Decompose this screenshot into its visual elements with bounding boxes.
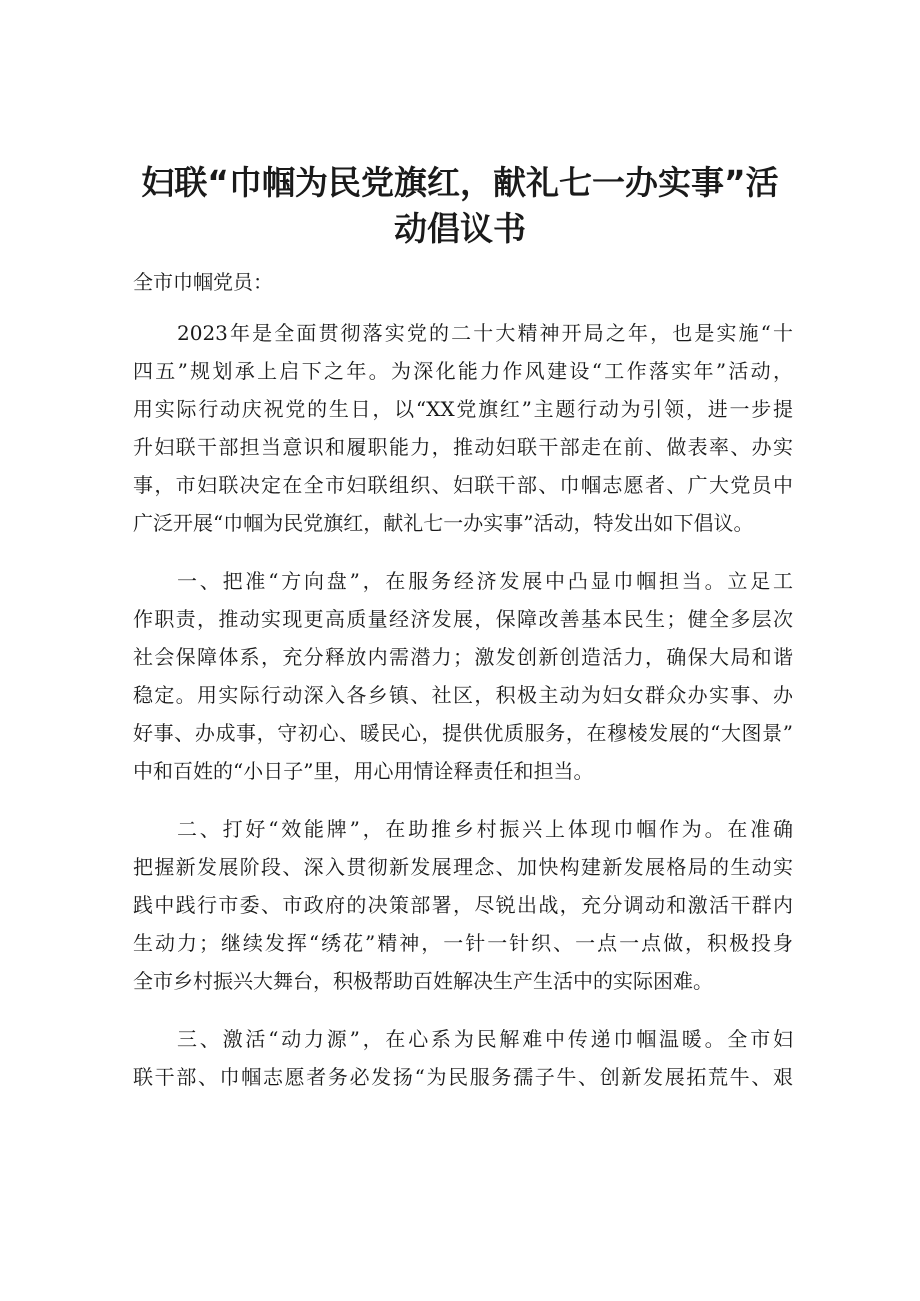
paragraph-point-3 [133, 1020, 793, 1096]
text-line: 升妇联干部担当意识和履职能力，推动妇联干部走在前、做表率、办实 [133, 435, 793, 459]
text-line: 社会保障体系，充分释放内需潜力；激发创新创造活力，确保大局和谐 [133, 645, 793, 669]
text-line: 二、打好“效能牌”，在助推乡村振兴上体现巾帼作为。在准确 [177, 817, 793, 841]
text-line: 四五”规划承上启下之年。为深化能力作风建设“工作落实年”活动， [133, 359, 793, 383]
text-line: 一、把准“方向盘”，在服务经济发展中凸显巾帼担当。立足工 [177, 569, 793, 593]
text-line: 把握新发展阶段、深入贯彻新发展理念、加快构建新发展格局的生动实 [133, 855, 793, 879]
text-line: 全市乡村振兴大舞台，积极帮助百姓解决生产生活中的实际困难。 [133, 969, 713, 993]
text-line: 三、激活“动力源”，在心系为民解难中传递巾帼温暖。全市妇 [177, 1027, 793, 1051]
paragraph-point-1 [133, 562, 793, 790]
document-title [120, 160, 800, 252]
text-line: 中和百姓的“小日子”里，用心用情诠释责任和担当。 [133, 759, 594, 783]
text-line: 作职责，推动实现更高质量经济发展，保障改善基本民生；健全多层次 [133, 607, 793, 631]
text-line: 事，市妇联决定在全市妇联组织、妇联干部、巾帼志愿者、广大党员中 [133, 473, 793, 497]
title-line: 动倡议书 [394, 209, 526, 248]
text-line: 2023年是全面贯彻落实党的二十大精神开局之年，也是实施“十 [177, 321, 793, 345]
text-line: 联干部、巾帼志愿者务必发扬“为民服务孺子牛、创新发展拓荒牛、艰 [133, 1065, 793, 1089]
title-line: 妇联“巾帼为民党旗红，献礼七一办实事”活 [141, 163, 779, 202]
paragraph-gap [133, 542, 793, 562]
paragraph-gap [133, 790, 793, 810]
text-line: 稳定。用实际行动深入各乡镇、社区，积极主动为妇女群众办实事、办 [133, 683, 793, 707]
paragraph-gap [133, 1000, 793, 1020]
text-line: 生动力；继续发挥“绣花”精神，一针一针织、一点一点做，积极投身 [133, 931, 793, 955]
text-line: 广泛开展“巾帼为民党旗红，献礼七一办实事”活动，特发出如下倡议。 [133, 511, 754, 535]
salutation: 全市巾帼党员： [133, 270, 273, 294]
paragraph-point-2 [133, 810, 793, 1000]
text-line: 用实际行动庆祝党的生日，以“XX党旗红”主题行动为引领，进一步提 [133, 397, 793, 421]
text-line: 践中践行市委、市政府的决策部署，尽锐出战，充分调动和激活干群内 [133, 893, 793, 917]
paragraph-intro [133, 314, 793, 542]
document-body [133, 314, 793, 1096]
text-line: 好事、办成事，守初心、暖民心，提供优质服务，在穆棱发展的“大图景” [133, 721, 793, 745]
